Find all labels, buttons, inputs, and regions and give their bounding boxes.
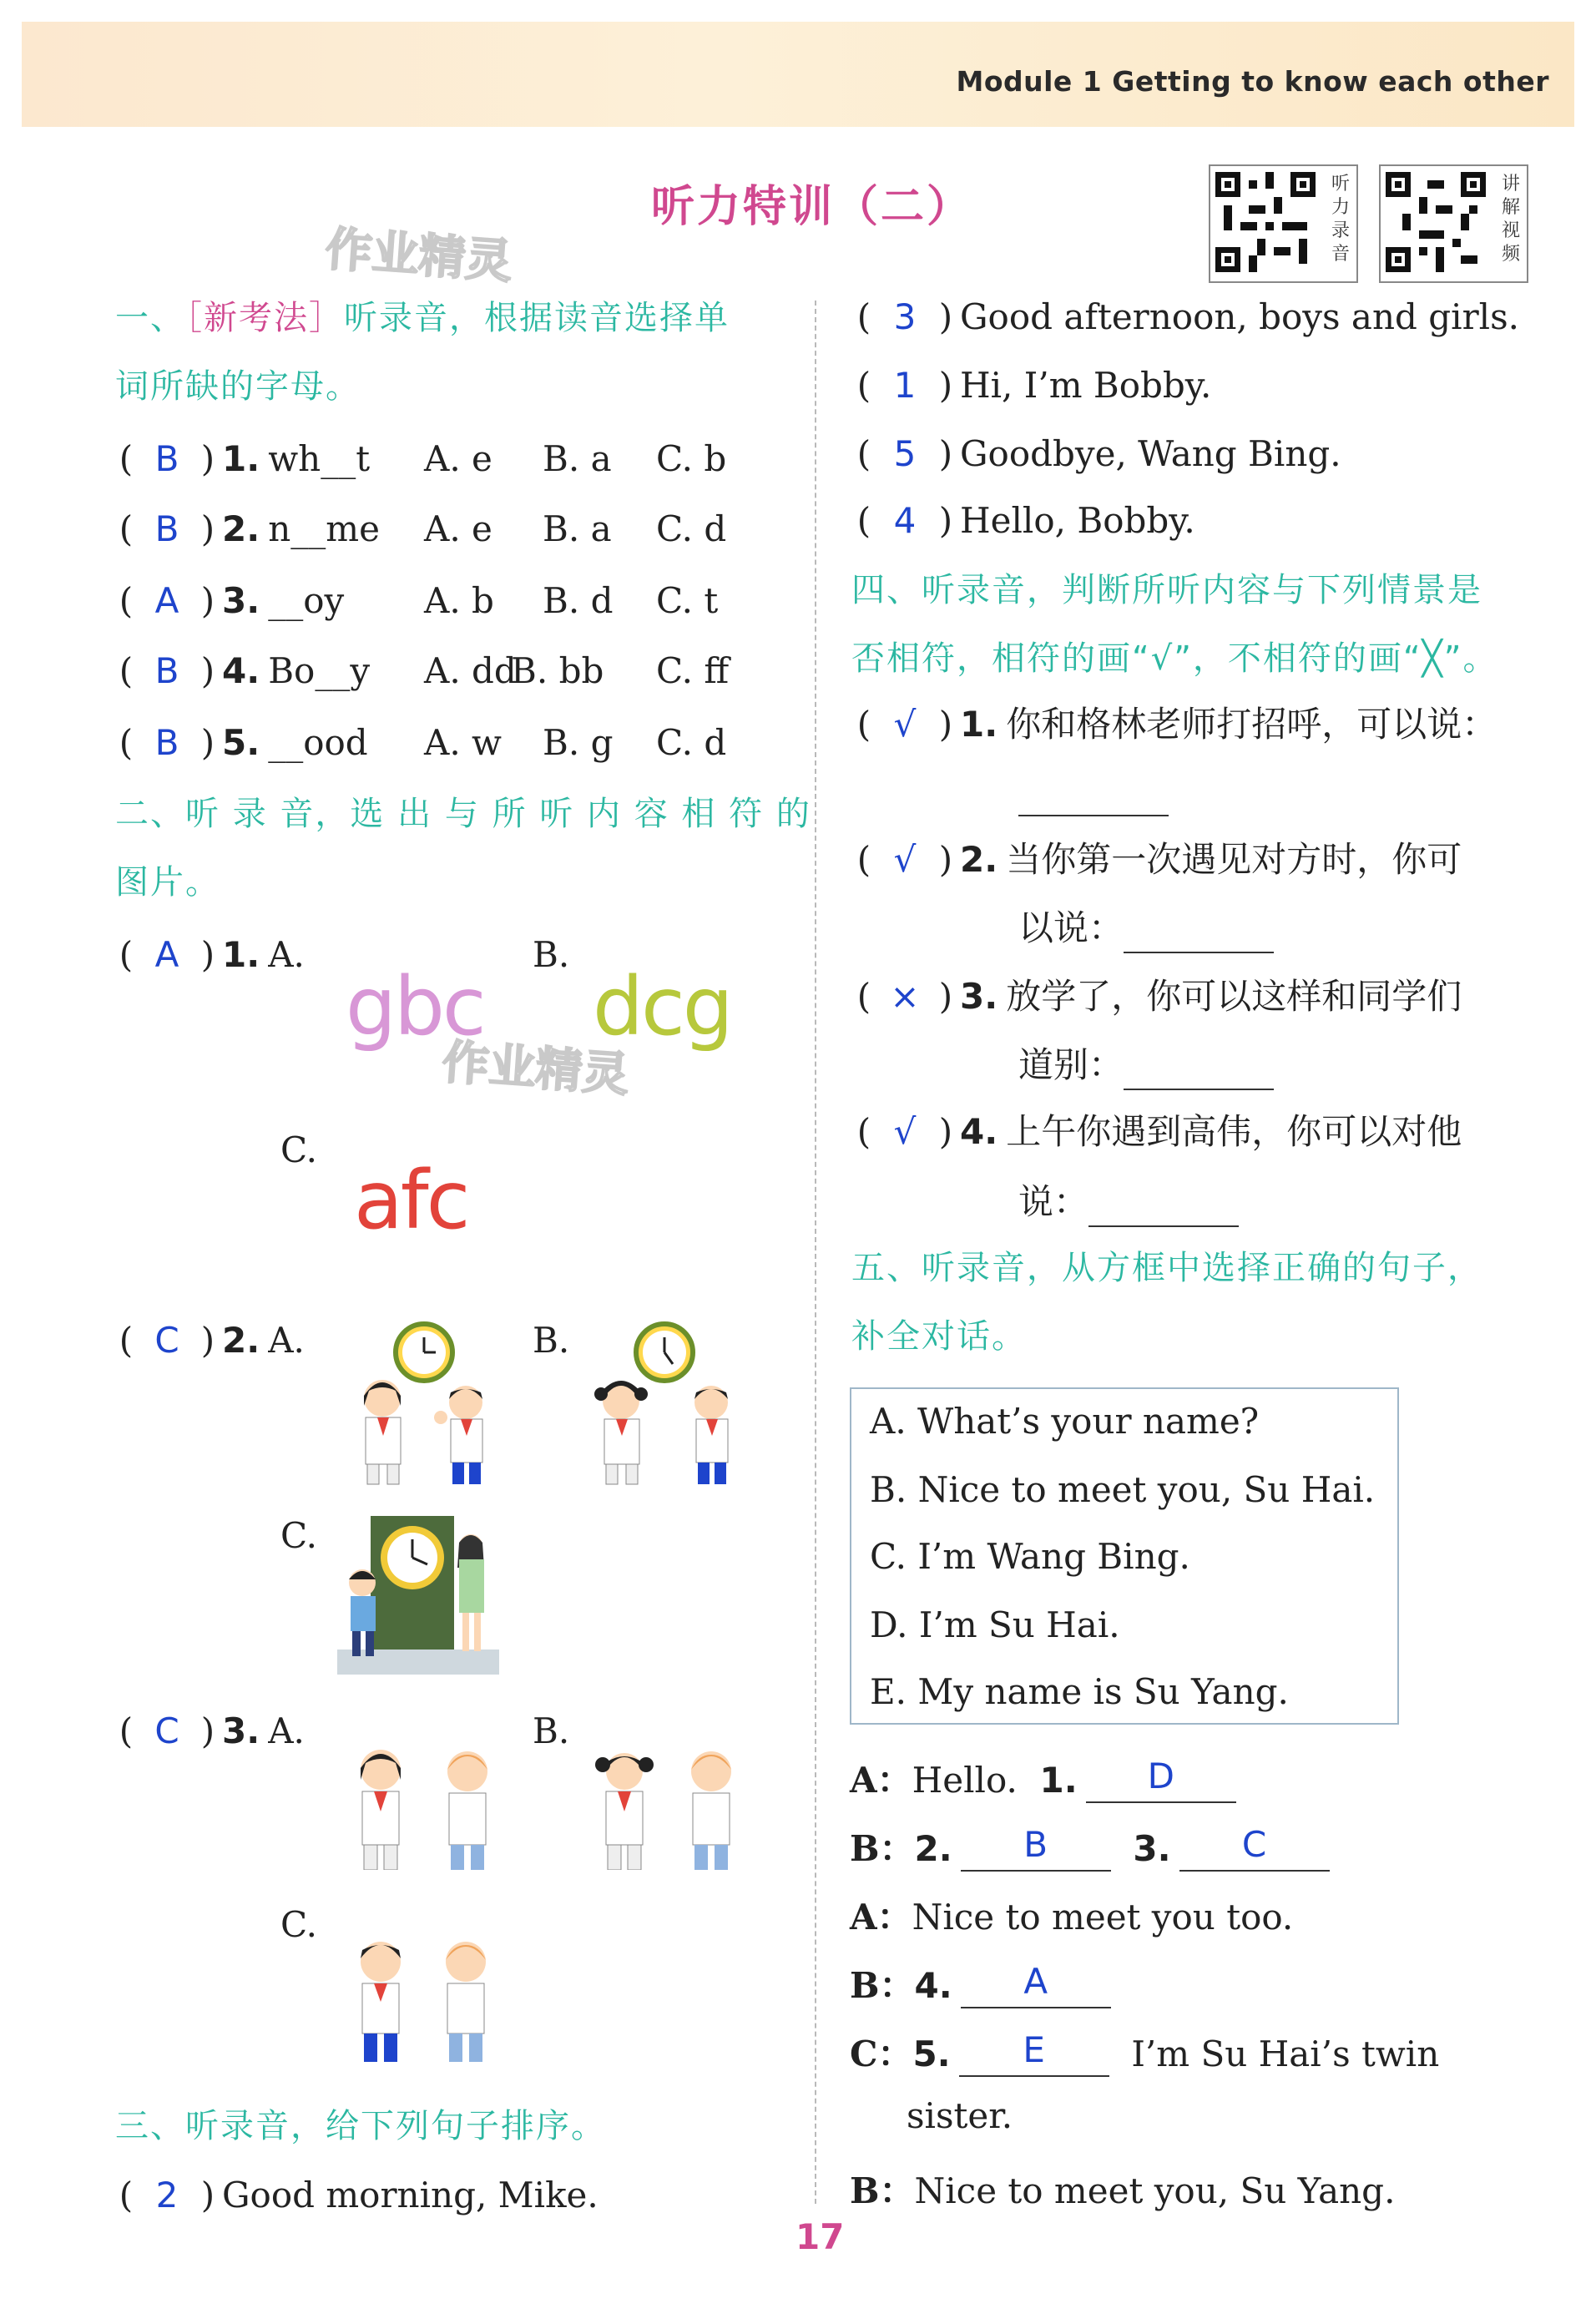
answer: E [1023,2029,1045,2070]
speaker: B： [850,2170,915,2211]
option-c: C. d [656,722,727,763]
speaker: A： [850,1760,912,1801]
answer: D [1147,1756,1174,1796]
qr-code-audio[interactable] [1209,164,1358,283]
s4-item-2-line2 [1018,903,1274,953]
answer[interactable]: 5 [893,433,917,474]
option-b: B. a [543,508,612,549]
option-b: B. bb [511,650,604,691]
s1-question-1: ( B ) 1. wh__t A. e B. a C. b [112,434,370,484]
option-b-label: B. [533,934,570,975]
answer[interactable]: √ [893,704,917,745]
answer: A [1023,1961,1048,2002]
s4-item-1: ( √ ) 1. 你和格林老师打招呼，可以说： [850,700,1497,750]
dialog-text: Hello. [912,1760,1018,1801]
blank-line[interactable] [1018,775,1169,816]
instruction-text: 否相符，相符的画“√”，不相符的画“╳”。 [851,639,1498,678]
blank-5[interactable] [959,2029,1109,2077]
s4-item-3: ( × ) 3. 放学了，你可以这样和同学们 [850,972,1462,1022]
s1-question-2: ( B ) 2. n__me A. e B. a C. d [112,504,380,554]
blank-number: 2. [914,1828,952,1869]
answer[interactable]: 1 [893,365,917,406]
speaker: B： [850,1828,915,1869]
girl-with-pigtails-and-boy-illustration [586,1745,750,1870]
answer[interactable]: 2 [155,2175,179,2215]
option-c-label: C. [280,1904,317,1945]
page-title: 听力特训（二） [651,182,973,232]
question-number: 3. [222,1710,260,1751]
section4-instruction [851,556,1498,693]
answer[interactable]: 4 [893,500,917,541]
speaker: A： [850,1897,912,1938]
dialog-text: Nice to meet you too. [912,1897,1294,1938]
sentence: Goodbye, Wang Bing. [960,433,1341,474]
question-number: 2. [222,508,260,549]
speaker: B： [850,1965,915,2006]
option-a: A. b [424,580,494,621]
option-a: A. e [424,508,492,549]
s4-item-2: ( √ ) 2. 当你第一次遇见对方时，你可 [850,835,1462,885]
page-number: 17 [795,2216,845,2257]
option-a: A. dd [424,650,517,691]
dialog-line-7 [850,2164,1395,2214]
dialog-text: Nice to meet you, Su Yang. [914,2170,1396,2211]
blank-number: 5. [912,2034,951,2074]
s4-item-3-line2 [1018,1040,1274,1090]
dialog-line-1 [850,1753,1236,1803]
s2-question-2: ( C ) 2. A. [112,1316,305,1366]
option-c-label: C. [280,1129,317,1170]
option-c: C. ff [656,650,730,691]
question-number: 1. [960,704,998,745]
sentence-options-box [850,1387,1399,1725]
question-number: 4. [222,650,260,691]
s1-question-3: ( A ) 3. __oy A. b B. d C. t [112,576,344,626]
sentence: Hello, Bobby. [960,500,1195,541]
blank-number: 1. [1039,1760,1078,1801]
question-number: 5. [222,722,260,763]
two-boys-illustration [342,1933,506,2064]
question-number: 3. [222,580,260,621]
instruction-text: 听录音，根据读音选择单 [344,299,730,337]
module-title: Module 1 Getting to know each other [956,65,1549,98]
instruction-text: 二、听 录 音，选 出 与 所 听 内 容 相 符 的 [115,795,811,833]
question-number: 1. [222,438,260,479]
box-option-e: E. My name is Su Yang. [870,1671,1289,1712]
column-divider [815,301,816,2204]
option-b: B. d [543,580,614,621]
dialog-line-3 [850,1890,1293,1940]
section3-instruction: 三、听录音，给下列句子排序。 [115,2107,606,2145]
section-number: 一、 [115,299,185,337]
scenario-text: 当你第一次遇见对方时，你可 [1006,839,1462,880]
option-c: C. b [656,438,727,479]
word: wh__t [268,438,371,479]
answer[interactable]: B [154,508,179,549]
s1-question-5: ( B ) 5. __ood A. w B. g C. d [112,718,368,768]
qr-code-video[interactable] [1379,164,1528,283]
instruction-text: 四、听录音，判断所听内容与下列情景是 [851,571,1482,609]
scenario-text: 道别： [1018,1044,1124,1085]
option-c: C. d [656,508,727,549]
word: Bo__y [268,650,371,691]
scenario-text: 说： [1018,1181,1089,1222]
option-a: A. e [424,438,492,479]
scenario-text: 你和格林老师打招呼，可以说： [1006,704,1498,745]
answer: C [1241,1824,1267,1865]
scenario-text: 放学了，你可以这样和同学们 [1006,976,1462,1017]
answer[interactable]: A [154,934,179,975]
sentence: Good afternoon, boys and girls. [960,296,1519,337]
instruction-text: 五、听录音，从方框中选择正确的句子， [851,1249,1482,1287]
box-option-b: B. Nice to meet you, Su Hai. [870,1469,1376,1510]
blank-number: 3. [1133,1828,1171,1869]
option-c: C. t [656,580,719,621]
qr-label-audio: 听力录音 [1331,174,1350,265]
new-format-tag: ［新考法］ [185,299,344,337]
blank-line[interactable] [1124,1048,1274,1090]
option-b-label: B. [533,1710,570,1751]
s1-question-4: ( B ) 4. Bo__y A. dd B. bb C. ff [112,646,370,696]
dialog-text: I’m Su Hai’s twin [1131,2034,1440,2074]
answer[interactable]: √ [893,839,917,880]
qr-icon [1215,171,1316,273]
blank-line[interactable] [1124,912,1274,953]
watermark: 作业精灵 [323,222,514,290]
s3-item-5: ( 4 ) Hello, Bobby. [850,496,1195,546]
question-number: 2. [222,1320,260,1361]
blank-number: 4. [914,1965,952,2006]
s2-question-1: ( A ) 1. A. [112,930,305,980]
blank-2[interactable] [961,1824,1111,1872]
box-option-c: C. I’m Wang Bing. [870,1536,1190,1577]
dialog-line-4 [850,1958,1111,2008]
speaker: C： [850,2034,913,2074]
word: __oy [268,580,345,621]
scenario-text: 上午你遇到高伟，你可以对他 [1006,1111,1462,1152]
letters-gbc: gbc [346,960,484,1053]
answer[interactable]: B [154,438,179,479]
instruction-text: 词所缺的字母。 [115,367,361,406]
sentence: Good morning, Mike. [222,2175,598,2215]
girl-and-boy-morning-illustration [341,1319,508,1486]
watermark: 作业精灵 [440,1035,631,1103]
section2-instruction [115,780,811,917]
answer: B [1023,1824,1048,1865]
s2-question-3: ( C ) 3. A. [112,1706,305,1756]
answer[interactable]: B [154,722,179,763]
girl-and-boy-illustration [342,1745,506,1870]
option-a: A. w [424,722,502,763]
question-number: 3. [960,976,998,1017]
boy-leaving-clock-illustration [337,1516,499,1675]
answer[interactable]: A [154,580,179,621]
s3-item-2: ( 3 ) Good afternoon, boys and girls. [850,292,1519,342]
letters-afc: afc [354,1154,468,1247]
s4-item-4: ( √ ) 4. 上午你遇到高伟，你可以对他 [850,1107,1462,1157]
qr-label-video: 讲解视频 [1501,174,1520,265]
answer[interactable]: C [154,1320,179,1361]
option-a-label: A. [268,1710,305,1751]
dialog-line-5 [850,2027,1439,2077]
answer[interactable]: × [890,976,920,1017]
qr-icon [1386,171,1486,273]
letters-dcg: dcg [593,960,731,1053]
dialog-line-6: sister. [907,2095,1013,2136]
blank-line[interactable] [1088,1185,1239,1227]
section1-instruction [115,284,730,421]
girl-and-boy-afternoon-illustration [584,1319,751,1486]
s3-item-4: ( 5 ) Goodbye, Wang Bing. [850,429,1341,479]
word: n__me [268,508,380,549]
option-c-label: C. [280,1515,317,1556]
question-number: 4. [960,1111,998,1152]
section5-instruction [851,1234,1482,1371]
answer[interactable]: B [154,650,179,691]
instruction-text: 图片。 [115,863,220,902]
dialog-line-2 [850,1821,1330,1872]
question-number: 2. [960,839,998,880]
question-number: 1. [222,934,260,975]
option-b: B. g [543,722,614,763]
word: __ood [268,722,368,763]
box-option-a: A. What’s your name? [870,1401,1260,1442]
s3-item-3: ( 1 ) Hi, I’m Bobby. [850,361,1211,411]
option-b: B. a [543,438,612,479]
s3-item-1: ( 2 ) Good morning, Mike. [112,2170,598,2220]
blank-1[interactable] [1086,1756,1236,1803]
blank-4[interactable] [961,1961,1111,2008]
answer[interactable]: √ [893,1111,917,1152]
s4-item-1-answer-line [1018,766,1169,816]
blank-3[interactable] [1179,1824,1330,1872]
s4-item-4-line2 [1018,1177,1239,1227]
option-a-label: A. [268,1320,305,1361]
option-b-label: B. [533,1320,570,1361]
box-option-d: D. I’m Su Hai. [870,1604,1120,1645]
answer[interactable]: 3 [893,296,917,337]
scenario-text: 以说： [1018,907,1124,948]
sentence: Hi, I’m Bobby. [960,365,1212,406]
answer[interactable]: C [154,1710,179,1751]
instruction-text: 补全对话。 [851,1317,1027,1356]
option-a-label: A. [268,934,305,975]
